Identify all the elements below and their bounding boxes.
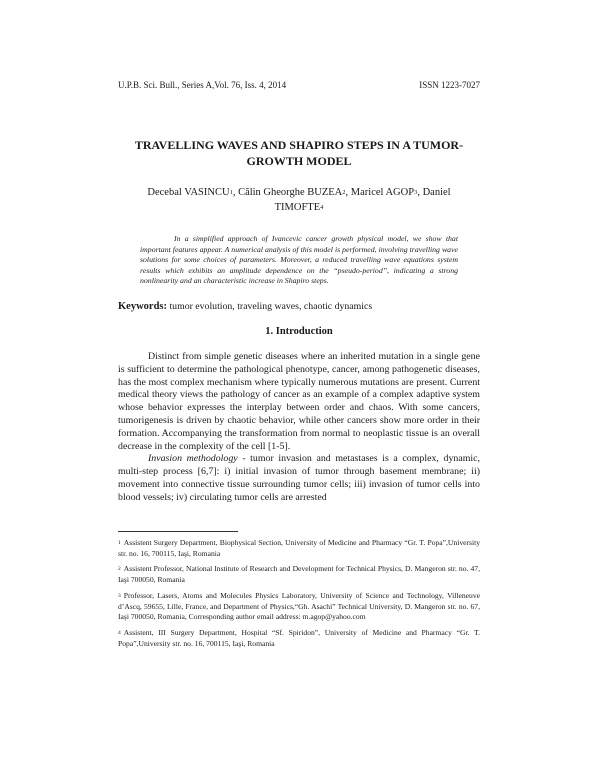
- author-affiliation-mark: 1: [229, 189, 233, 196]
- author: Călin Gheorghe BUZEA: [238, 187, 343, 198]
- section-heading: 1. Introduction: [265, 326, 333, 337]
- paragraph: Distinct from simple genetic diseases where an inherited mutation in a single gene is sufficient to determine the pathological phenotype, cancer, among pathogenetic diseases, has the most complex mechanism where typically numerous mutations are present. Current medical theory views the pathology of cancer as an example of a complex adaptive system whose behavior expresses the interplay between order and chaos. With some cancers, tumorigenesis is driven by chaotic behavior, while other cancers show more order in their formation. Accompanying the transformation from normal to neoplastic tissue is an overall decrease in the complexity of the cell [1-5].: [118, 351, 480, 452]
- footnote: [118, 591, 480, 623]
- keywords-text: tumor evolution, traveling waves, chaotic dynamics: [167, 301, 373, 312]
- footnote-mark: 4: [118, 629, 121, 636]
- paragraph: [118, 453, 480, 504]
- paragraph-text: - tumor invasion and metastases is a complex, dynamic, multi-step process [6,7]: i) initial invasion of tumor through basement membrane; ii) movement into connective tissue surrounding tumor cells; iii) invasion of tumor cells into blood vessels; iv) circulating tumor cells are arrested: [118, 453, 480, 503]
- paragraph-lead: Invasion methodology: [148, 453, 238, 465]
- author: Maricel AGOP: [350, 187, 415, 198]
- paper-title: TRAVELLING WAVES AND SHAPIRO STEPS IN A TUMOR-GROWTH MODEL: [134, 138, 464, 168]
- footnote-text: Assistent, III Surgery Department, Hospital “Sf. Spiridon”, University of Medicine and Pharmacy “Gr. T. Popa”,University str. no. 16, 700115, Iaşi, Romania: [118, 627, 480, 648]
- running-header: [118, 80, 480, 90]
- footnote: [118, 564, 480, 585]
- abstract: In a simplified approach of Ivancevic cancer growth physical model, we show that important features appear. A numerical analysis of this model is performed, involving travelling wave solutions for some choices of parameters. Moreover, a reduced travelling wave equations system results which exhibits an amplitude dependence on the “pseudo-period”, indicating a strong nonlinearity and an characteristic increase in Shapiro steps.: [140, 234, 458, 286]
- footnote-mark: 1: [118, 540, 121, 546]
- footnote-text: Professor, Lasers, Atoms and Molecules Physics Laboratory, University of Science and Technology, Villeneuve d’Ascq, 59655, Lille, France, and Department of Physics,“Gh. Asachi” Technical University, D. Mangeron str. no. 67, Iaşi 700050, Romania, Corresponding author email address: m.agop@yahoo.com: [118, 590, 480, 622]
- body-text: [118, 351, 480, 505]
- keywords: [118, 301, 480, 312]
- author: Decebal VASINCU: [147, 187, 230, 198]
- keywords-label: Keywords:: [118, 301, 167, 312]
- footnote-text: Assistent Professor, National Institute of Research and Development for Technical Physics, D. Mangeron str. no. 47, Iaşi 700050, Romania: [118, 564, 480, 585]
- footnote-mark: 3: [118, 592, 121, 599]
- author-list: Decebal VASINCU$^1$, Călin Gheorghe BUZEA$^2$, Maricel AGOP$^3$, Daniel TIMOFTE$^4$: [147, 187, 451, 213]
- footnote-divider: [118, 531, 238, 532]
- footnote: [118, 628, 480, 649]
- footnote-text: Assistent Surgery Department, Biophysical Section, University of Medicine and Pharmacy “Gr. T. Popa”,University str. no. 16, 700115, Iaşi, Romania: [118, 538, 480, 558]
- footnotes: [118, 538, 480, 654]
- author: Daniel TIMOFTE: [274, 187, 451, 213]
- journal-citation: U.P.B. Sci. Bull., Series A,Vol. 76, Iss. 4, 2014: [118, 80, 287, 90]
- footnote-mark: 2: [118, 566, 121, 573]
- issn: ISSN 1223-7027: [419, 80, 480, 90]
- author-affiliation-mark: 3: [414, 189, 418, 196]
- author-affiliation-mark: 4: [320, 204, 324, 211]
- footnote: [118, 538, 480, 559]
- author-affiliation-mark: 2: [342, 189, 346, 196]
